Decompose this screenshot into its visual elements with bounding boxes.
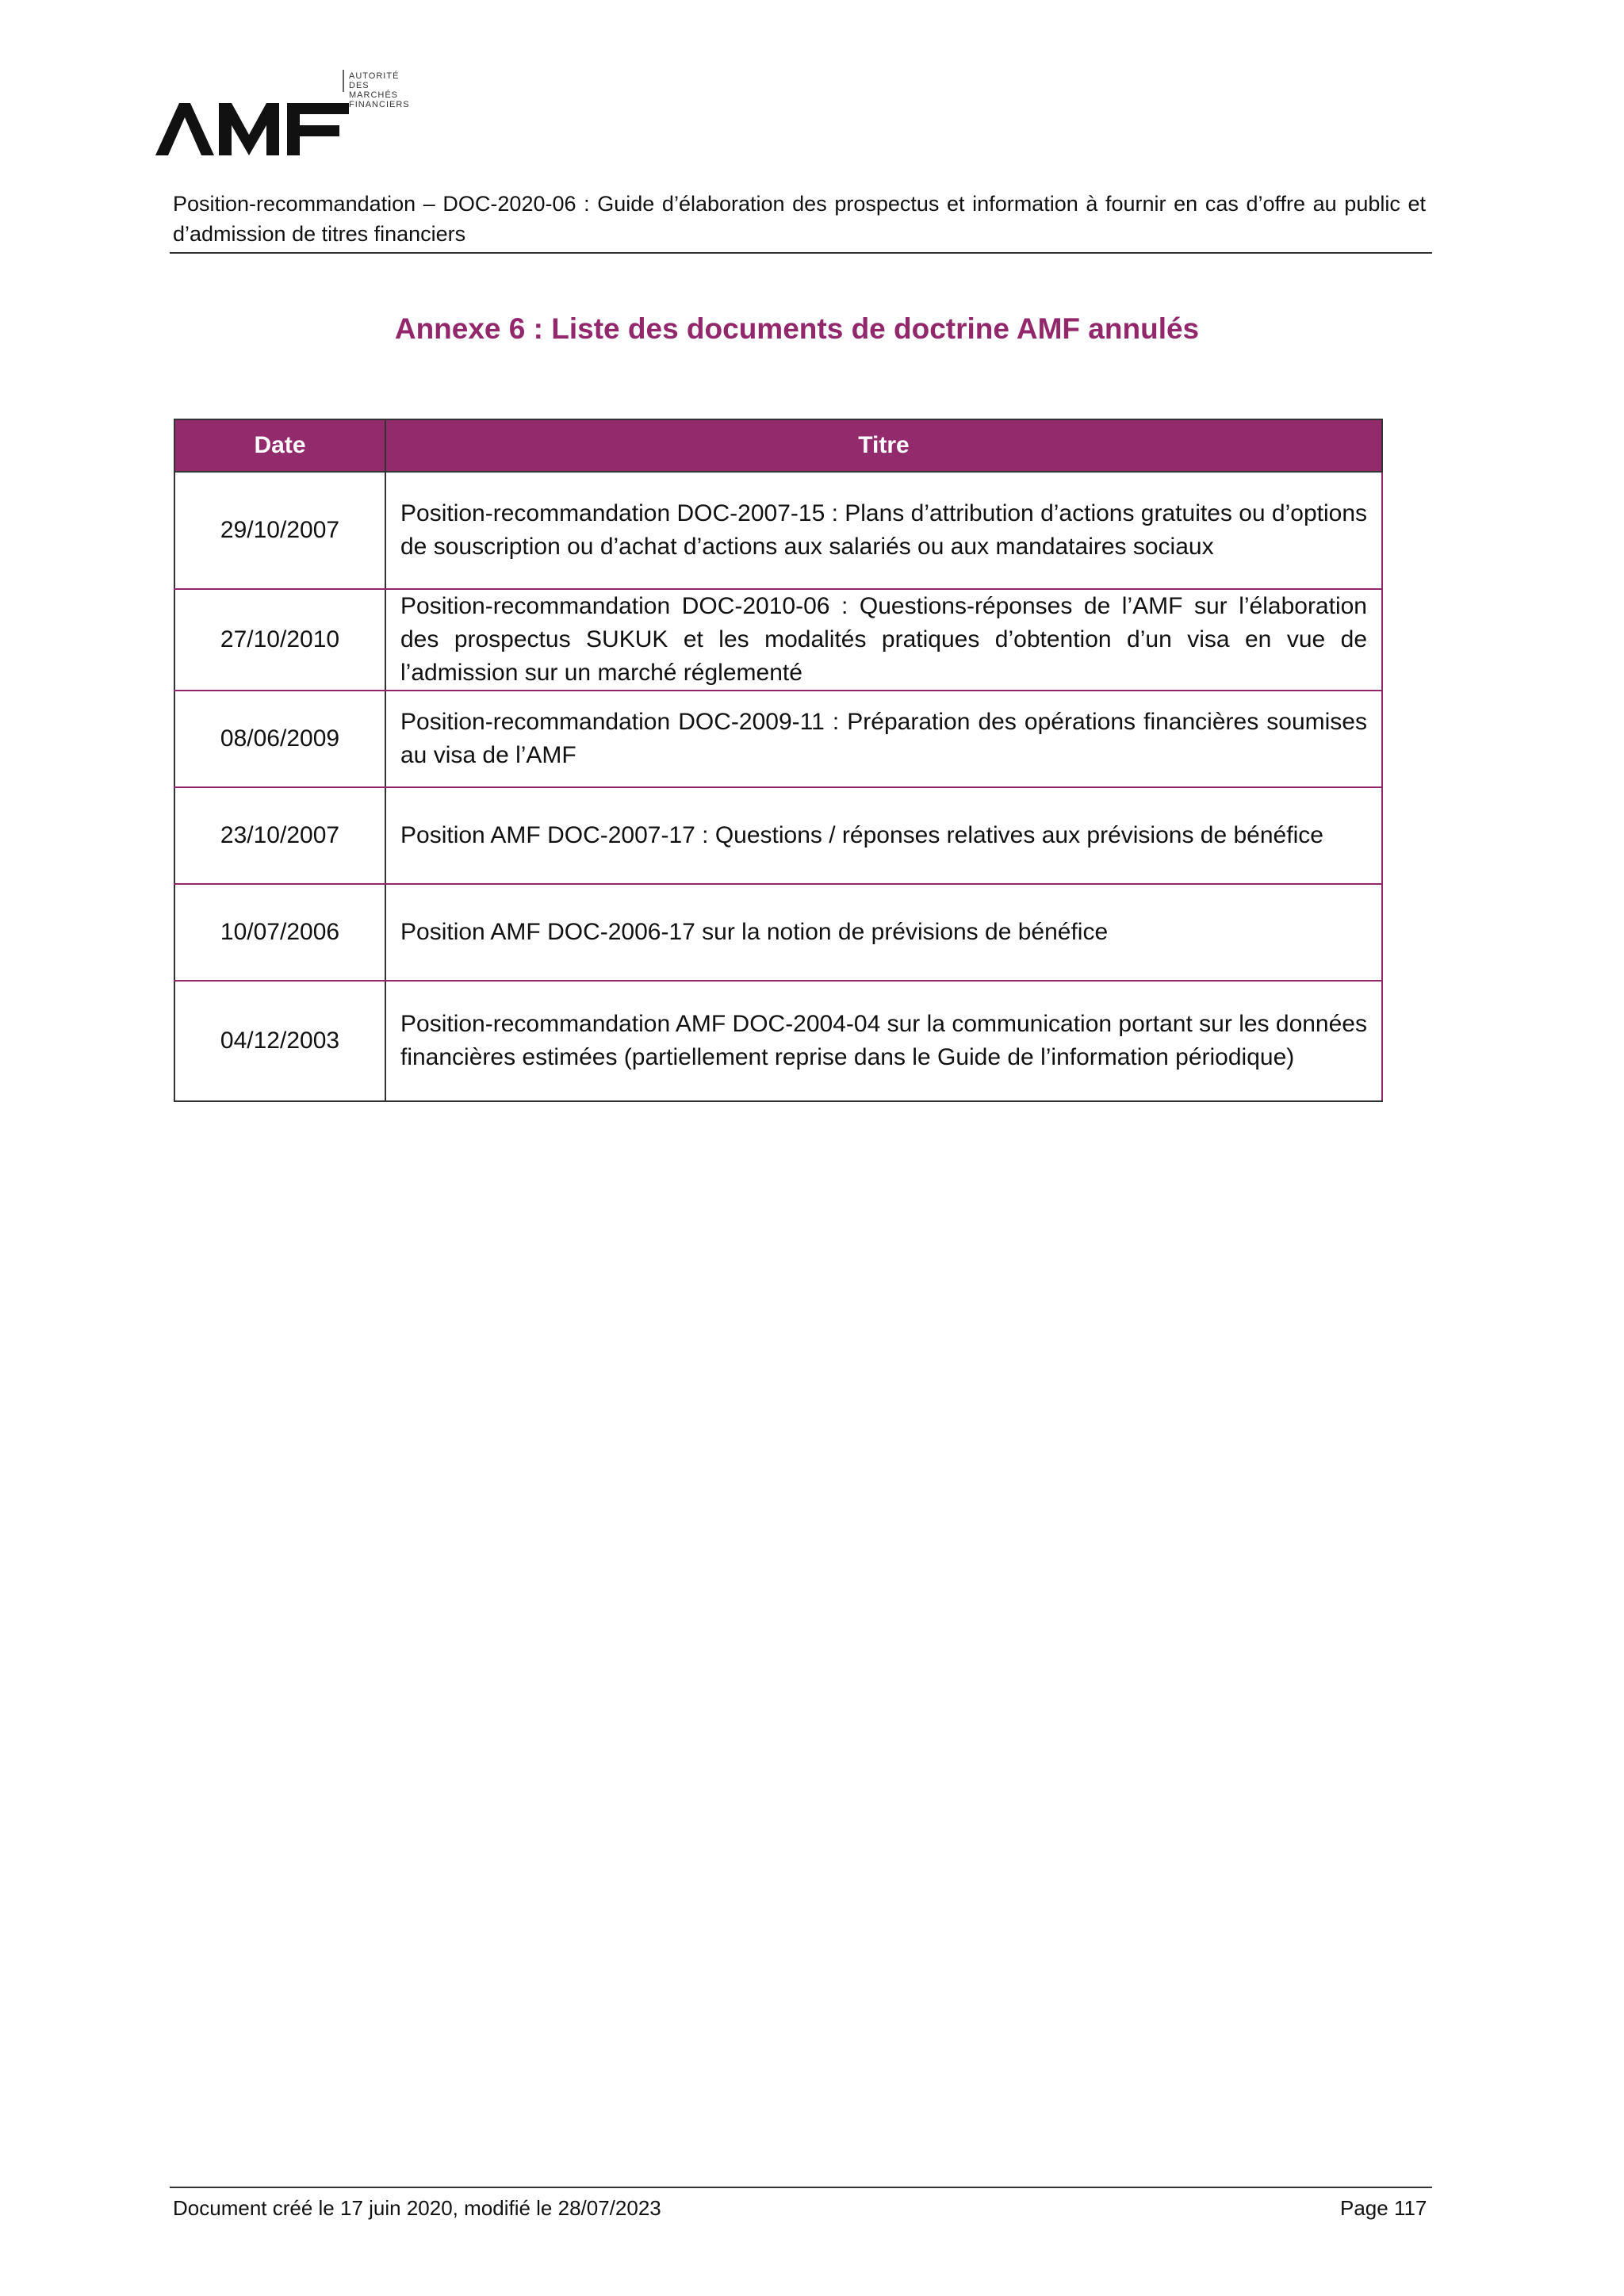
table-row (174, 589, 1382, 691)
row-date: 10/07/2006 (174, 884, 385, 981)
table-row (174, 691, 1382, 787)
row-title: Position-recommandation AMF DOC-2004-04 sur la communication portant sur les données financières estimées (partiellement reprise dans le Guide de l’information périodique) (385, 981, 1382, 1101)
row-title: Position AMF DOC-2006-17 sur la notion de prévisions de bénéfice (385, 884, 1382, 981)
row-date: 08/06/2009 (174, 691, 385, 787)
table-row (174, 472, 1382, 589)
cancelled-documents-table (174, 419, 1383, 1102)
row-date: 27/10/2010 (174, 589, 385, 691)
footer-divider (170, 2187, 1432, 2188)
row-title: Position-recommandation DOC-2009-11 : Préparation des opérations financières soumises au visa de l’AMF (385, 691, 1382, 787)
row-title: Position-recommandation DOC-2007-15 : Plans d’attribution d’actions gratuites ou d’options de souscription ou d’achat d’actions aux salariés ou aux mandataires sociaux (385, 472, 1382, 589)
table-row (174, 787, 1382, 884)
row-date: 29/10/2007 (174, 472, 385, 589)
footer-document-date: Document créé le 17 juin 2020, modifié le 28/07/2023 (173, 2196, 661, 2220)
logo-subtitle-line2: DES MARCHÉS FINANCIERS (349, 81, 410, 109)
document-header: Position-recommandation – DOC-2020-06 : Guide d’élaboration des prospectus et information à fournir en cas d’offre au public et d’admission de titres financiers (173, 192, 1426, 246)
row-date: 04/12/2003 (174, 981, 385, 1101)
table-header-row (174, 419, 1382, 472)
amf-logo (155, 67, 410, 162)
table-row (174, 981, 1382, 1101)
page-number: Page 117 (1340, 2196, 1427, 2220)
column-header-date: Date (174, 419, 385, 472)
logo-subtitle-line1: AUTORITÉ (349, 71, 400, 81)
row-date: 23/10/2007 (174, 787, 385, 884)
amf-wordmark-icon (155, 67, 362, 162)
row-title: Position-recommandation DOC-2010-06 : Questions-réponses de l’AMF sur l’élaboration des prospectus SUKUK et les modalités pratiques d’obtention d’un visa en vue de l’admission sur un marché réglementé (385, 589, 1382, 691)
column-header-title: Titre (385, 419, 1382, 472)
row-title: Position AMF DOC-2007-17 : Questions / réponses relatives aux prévisions de bénéfice (385, 787, 1382, 884)
section-title: Annexe 6 : Liste des documents de doctrine AMF annulés (394, 312, 1200, 345)
table-row (174, 884, 1382, 981)
header-divider (170, 252, 1432, 254)
